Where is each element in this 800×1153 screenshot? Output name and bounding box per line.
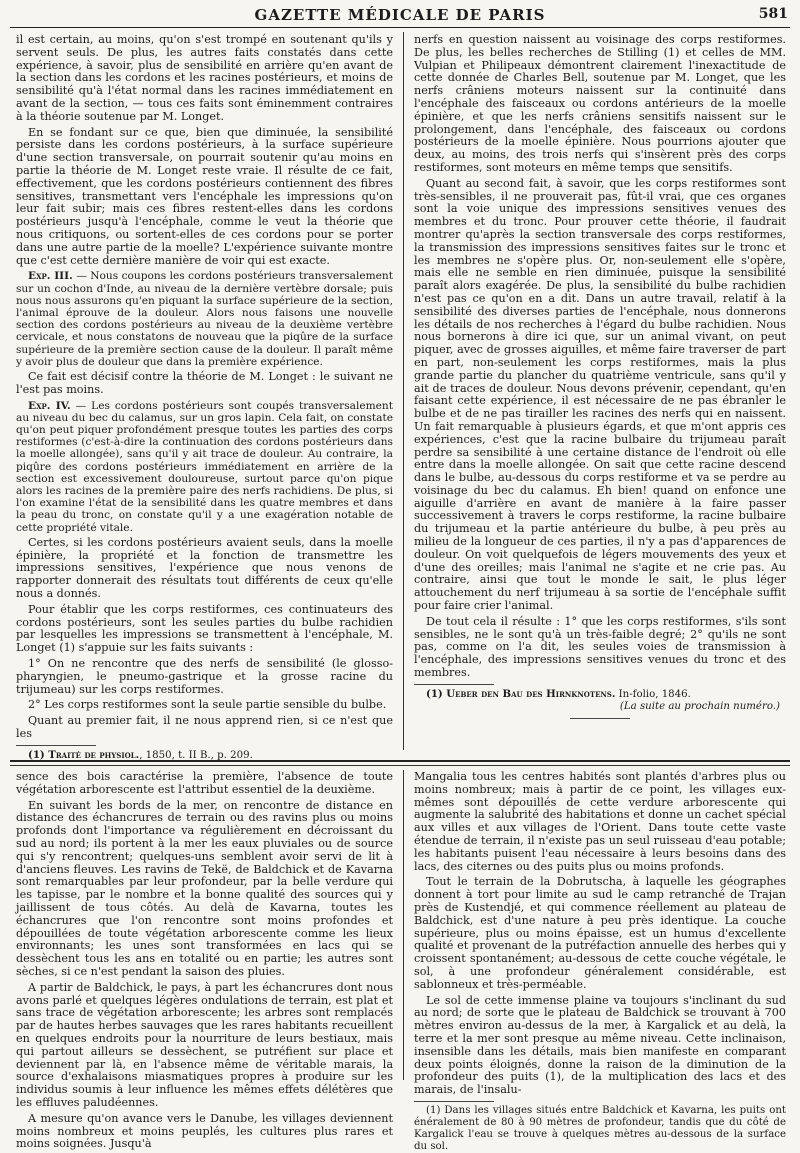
bottom-right-column (414, 770, 786, 1152)
page-header (0, 6, 800, 28)
list-item: 2° Les corps restiformes sont la seule partie sensible du bulbe. (28, 698, 387, 712)
section-divider-thin (10, 765, 790, 766)
experiment-label: Exp. IV. (28, 399, 71, 412)
paragraph: Quant au second fait, à savoir, que les corps restiformes sont très-sensibles, il ne prouverait pas, fût-il vrai, que ces organes sont la voie unique des impressions sensitives venues des membres et du tronc. Pour prouver cette théorie, il faudrait montrer qu'après la section transversale des corps restiformes, la transmission des impressions sensitives faites sur le tronc et les membres ne s'opère plus. Or, non-seulement elle s'opère, mais elle ne semble en rien diminuée, puisque la sensibilité paraît alors exagérée. De plus, la sensibilité du bulbe rachidien n'est pas ce qu'on en a dit. Dans un autre travail, relatif à la sensibilité des diverses parties de l'encéphale, nous donnerons les détails de nos recherches à l'égard du bulbe rachidien. Nous nous bornerons à dire ici que, sur un animal vivant, on peut piquer, avec de grosses aiguilles, et même faire traverser de part en part, non-seulement les corps restiformes, mais la plus grande partie du plancher du quatrième ventricule, sans qu'il y ait de traces de douleur. Nous devons prévenir, cependant, qu'en faisant cette expérience, il est nécessaire de ne pas ébranler le bulbe et de ne pas tirailler les racines des nerfs qui en naissent. Un fait remarquable à plusieurs égards, et que m'ont appris ces expériences, c'est que la racine bulbaire du trijumeau paraît perdre sa sensibilité à une certaine distance de l'endroit où elle entre dans la moelle allongée. On sait que cette racine descend dans le bulbe, au-dessous du corps restiforme et va se perdre au voisinage du bec du calamus. Eh bien! quand on enfonce une aiguille d'arrière en avant de manière à la faire passer successivement à travers le corps restiforme, la racine bulbaire du trijumeau et la partie antérieure du bulbe, à peu près au milieu de la longueur de ces parties, il n'y a pas d'apparences de douleur. On voit quelquefois de légers mouvements des yeux et d'une des oreilles; mais l'animal ne s'agite et ne crie pas. Au contraire, ainsi que tout le monde le sait, le plus léger attouchement du nerf trijumeau à sa sortie de l'encéphale suffit pour faire crier l'animal. (414, 176, 786, 613)
paragraph: Pour établir que les corps restiformes, ces continuateurs des cordons postérieurs, sont les seules parties du bulbe rachidien par lesquelles les impressions se transmettent à l'encéphale, M. Longet (1) s'appuie sur les faits suivants : (16, 602, 393, 655)
section-divider (10, 760, 790, 762)
footnote: (1) Dans les villages situés entre Baldchick et Kavarna, les puits ont énéralement de 80 à 90 mètres de profondeur, tandis que du côté de Kargalick l'eau se trouve à quelques mètres au-dessous de la surface du sol. (414, 1104, 786, 1152)
continuation-note: (La suite au prochain numéro.) (619, 700, 780, 712)
column-divider (403, 770, 404, 1080)
header-rule (10, 27, 790, 28)
paragraph: Mangalia tous les centres habités sont plantés d'arbres plus ou moins nombreux; mais à partir de ce point, les villages eux-mêmes sont dépouillés de cette verdure arborescente qui augmente la salubrité des habitations et donne un cachet spécial aux villes et aux villages de l'Orient. Dans toute cette vaste étendue de terrain, il n'existe pas un seul ruisseau d'eau potable; les habitants puisent l'eau nécessaire à leurs besoins dans des lacs, des citernes ou des puits plus ou moins profonds. (414, 770, 786, 873)
footnote-label: (1) Traité de physiol. (28, 748, 140, 761)
footnote-label: (1) Ueber den Bau des Hirnknotens. (426, 687, 616, 700)
section-rule (570, 718, 630, 719)
bottom-left-column (16, 770, 393, 1151)
paragraph: nerfs en question naissent au voisinage des corps restiformes. De plus, les belles recherches de Stilling (1) et celles de MM. Vulpian et Philipeaux démontrent clairement l'inexactitude de cette donnée de Charles Bell, soutenue par M. Longet, que les nerfs crâniens moteurs naissent sur la continuité dans l'encéphale des faisceaux ou cordons antérieurs de la moelle épinière, et que les nerfs crâniens sensitifs naissent sur le prolongement, dans l'encéphale, des faisceaux ou cordons postérieurs de la moelle épinière. Nous pourrions ajouter que deux, au moins, des trois nerfs qui s'insèrent près des corps restiformes, sont moteurs en même temps que sensitifs. (414, 33, 786, 174)
footnote-text: , 1850, t. II B., p. 209. (139, 749, 253, 761)
experiment-text: — Les cordons postérieurs sont coupés transversalement au niveau du bec du calamus, sur un gros lapin. Cela fait, on constate qu'on peut piquer profondément presque toutes les parties des corps restiformes (c'est-à-dire la continuation des cordons postérieurs dans la moelle allongée), sans qu'il y ait trace de douleur. Au contraire, la piqûre des cordons postérieurs immédiatement en arrière de la section est excessivement douloureuse, surtout parce qu'on pique alors les racines de la première paire des nerfs rachidiens. De plus, si l'on examine l'état de la sensibilité dans les quatre membres et dans la peau du tronc, on constate qu'il y a une exagération notable de cette propriété vitale. (16, 399, 394, 534)
paragraph: Certes, si les cordons postérieurs avaient seuls, dans la moelle épinière, la propriété et la fonction de transmettre les impressions sensitives, l'expérience que nous venons de rapporter donnerait des résultats tout différents de ceux qu'elle nous a donnés. (16, 535, 393, 600)
experiment-4 (16, 400, 393, 534)
paragraph: De tout cela il résulte : 1° que les corps restiformes, s'ils sont sensibles, ne le sont qu'à un très-faible degré; 2° qu'ils ne sont pas, comme on l'a dit, les seules voies de transmission à l'encéphale, des impressions sensitives venues du tronc et des membres. (414, 614, 786, 680)
top-left-column (16, 33, 394, 761)
paragraph: A mesure qu'on avance vers le Danube, les villages deviennent moins nombreux et moins peuplés, les cultures plus rares et moins soignées. Jusqu'à (16, 1111, 393, 1151)
footnote (414, 688, 786, 701)
paragraph: sence des bois caractérise la première, l'absence de toute végétation arborescente est l'attribut essentiel de la deuxième. (16, 770, 393, 796)
paragraph: Le sol de cette immense plaine va toujours s'inclinant du sud au nord; de sorte que le plateau de Baldchick se trouvant à 700 mètres environ au-dessus de la mer, à Kargalick et au delà, la terre et la mer sont presque au même niveau. Cette inclinaison, insensible dans les détails, mais bien manifeste en comparant deux points éloignés, donne la raison de la diminution de la profondeur des puits (1), de la multiplication des lacs et des marais, de l'insalu- (414, 993, 786, 1097)
paragraph: il est certain, au moins, qu'on s'est trompé en soutenant qu'ils y servent seuls. De plus, les autres faits constatés dans cette expérience, à savoir, plus de sensibilité en arrière qu'en avant de la section dans les cordons et les racines postérieurs, et moins de sensibilité qu'à l'état normal dans les racines immédiatement en avant de la section, — tous ces faits sont éminemment contraires à la théorie soutenue par M. Longet. (16, 33, 393, 123)
list-item: 1° On ne rencontre que des nerfs de sensibilité (le glosso-pharyngien, le pneumo-gastrique et la grosse racine du trijumeau) sur les corps restiformes. (16, 656, 393, 696)
footnote-text: In-folio, 1846. (615, 688, 691, 700)
paragraph: Tout le terrain de la Dobrutscha, à laquelle les géographes donnent à tort pour limite au sud le camp retranché de Trajan près de Kustendjé, et qui commence réellement au plateau de Baldchick, est d'une nature à peu près identique. La couche supérieure, plus ou moins épaisse, est un humus d'excellente qualité et provenant de la putréfaction annuelle des herbes qui y croissent spontanément; au-dessous de cette couche végétale, le sol, à une profondeur généralement considérable, est sablonneux et très-perméable. (414, 875, 786, 991)
paragraph: En suivant les bords de la mer, on rencontre de distance en distance des échancrures de terrain ou des ravins plus ou moins profonds dont l'importance va régulièrement en décroissant du sud au nord; ils portent à la mer les eaux pluviales ou de source qui s'y rencontrent; quelques-uns semblent avoir servi de lit à d'anciens fleuves. Les ravins de Tekë, de Baldchick et de Kavarna sont remarquables par leur profondeur, par la belle verdure qui les tapisse, par le nombre et la bonne qualité des sources qui y jaillissent de tous côtés. Au delà de Kavarna, toutes les échancrures que l'on rencontre sont moins profondes et dépouillées de toute végétation arborescente comme les lieux environnants; les unes sont transformées en lacs qui se dessèchent tous les ans en totalité ou en partie; les autres sont sèches, si ce n'est pendant la saison des pluies. (16, 798, 393, 978)
column-divider (403, 32, 404, 750)
experiment-text: — Nous coupons les cordons postérieurs transversalement sur un cochon d'Inde, au niveau de la dernière vertèbre dorsale; puis nous nous assurons qu'en piquant la surface supérieure de la section, l'animal éprouve de la douleur. Alors nous faisons une nouvelle section des cordons postérieurs au niveau de la deuxième vertèbre cervicale, et nous constatons de nouveau que la piqûre de la surface supérieure de la première section cause de la douleur. Il paraît même y avoir plus de douleur que dans la première expérience. (16, 270, 394, 368)
paragraph: En se fondant sur ce que, bien que diminuée, la sensibilité persiste dans les cordons postérieurs, à la surface supérieure d'une section transversale, on pourrait soutenir qu'au moins en partie la théorie de M. Longet reste vraie. Il résulte de ce fait, effectivement, que les cordons postérieurs contiennent des fibres sensitives, transmettant vers l'encéphale les impressions qu'on leur fait subir; mais ces fibres restent-elles dans les cordons postérieurs jusqu'à l'encéphale, comme le veut la théorie que nous critiquons, ou sortent-elles de ces cordons pour se porter dans une autre partie de la moelle? L'expérience suivante montre que c'est cette dernière manière de voir qui est exacte. (16, 125, 393, 267)
page-number: 581 (758, 6, 788, 22)
paragraph: A partir de Baldchick, le pays, à part les échancrures dont nous avons parlé et quelques légères ondulations de terrain, est plat et sans trace de végétation arborescente; les arbres sont remplacés par de hautes herbes sauvages que les rares habitants recueillent en quelques endroits pour la nourriture de leurs bestiaux, mais qui partout ailleurs se dessèchent, se putréfient sur place et deviennent par là, en l'absence même de véritable marais, la source d'exhalaisons miasmatiques propres à produire sur les individus soumis à leur influence les mêmes effets délétères que les effluves paludéennes. (16, 980, 393, 1109)
journal-title: GAZETTE MÉDICALE DE PARIS (254, 6, 546, 24)
top-right-column (414, 34, 786, 747)
paragraph: Quant au premier fait, il ne nous apprend rien, si ce n'est que les (16, 714, 393, 740)
experiment-label: Exp. III. (28, 270, 73, 283)
paragraph: Ce fait est décisif contre la théorie de M. Longet : le suivant ne l'est pas moins. (16, 369, 393, 396)
experiment-3 (16, 270, 393, 368)
footnote-separator (414, 684, 494, 685)
footnote-separator (16, 745, 96, 746)
footnote-separator (414, 1101, 494, 1102)
